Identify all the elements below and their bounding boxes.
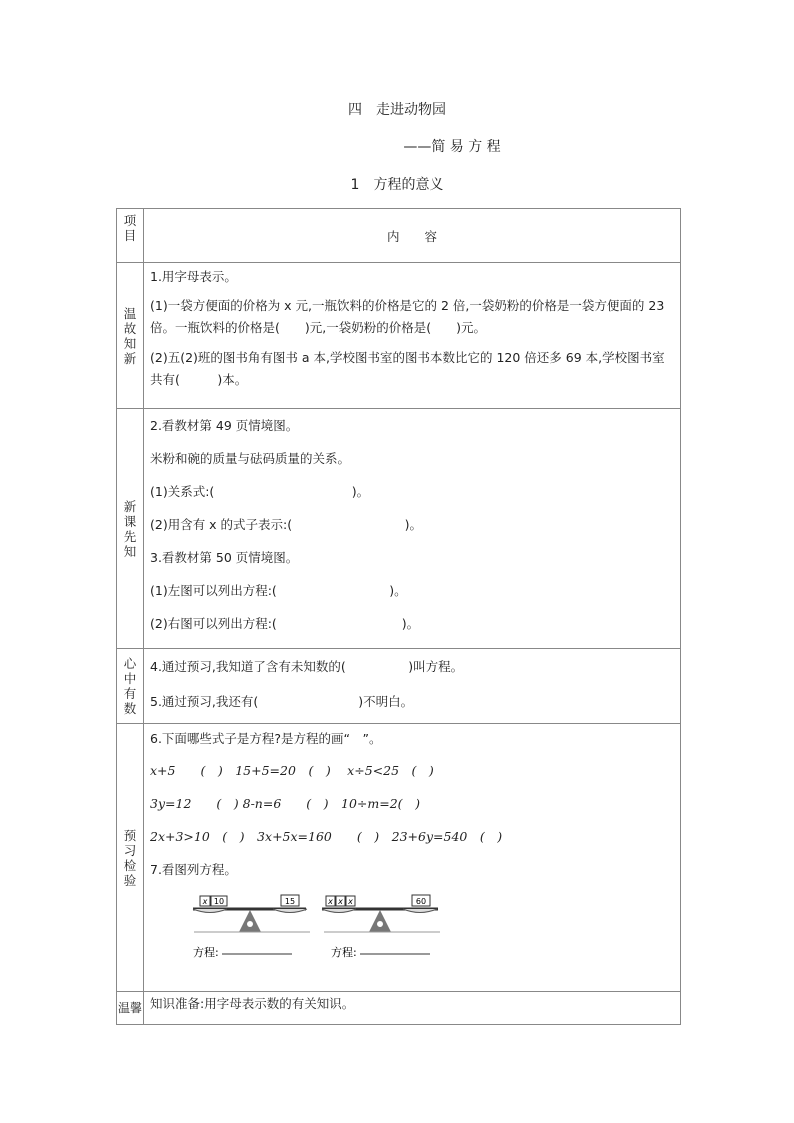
header-content-label: 内 容: [386, 228, 437, 244]
label-char: 新: [123, 498, 137, 514]
label-char: 检: [123, 857, 137, 873]
weight-label: x: [202, 897, 208, 906]
row-content: [144, 724, 681, 992]
question-4: 4.通过预习,我知道了含有未知数的( )叫方程。: [150, 659, 464, 674]
label-char: 中: [123, 671, 137, 686]
weight-label: 60: [415, 897, 427, 906]
question-1-part-1: (1)一袋方便面的价格为 x 元,一瓶饮料的价格是它的 2 倍,一袋奶粉的价格是一袋方便面的 23 倍。一瓶饮料的价格是( )元,一袋奶粉的价格是( )元。: [150, 298, 665, 335]
row-label: [117, 649, 144, 724]
header-label-cell: [117, 209, 144, 263]
worksheet-table: [116, 208, 681, 1025]
question-6: 6.下面哪些式子是方程?是方程的画“ ”。: [150, 731, 382, 746]
answer-label: 方程:: [331, 946, 357, 959]
question-6-row-2: 3y=12 ( ) 8-n=6 ( ) 10÷m=2( ): [150, 796, 420, 811]
question-6-row-3: 2x+3>10 ( ) 3x+5x=160 ( ) 23+6y=540 ( ): [150, 829, 503, 844]
question-1-part-2: (2)五(2)班的图书角有图书 a 本,学校图书室的图书本数比它的 120 倍还多 69 本,学校图书室共有( )本。: [150, 350, 665, 387]
lesson-title: 1 方程的意义: [350, 177, 444, 193]
row-content: [144, 409, 681, 649]
weight-label: x: [338, 897, 343, 906]
row-tip: [117, 992, 681, 1025]
label-char: 知: [123, 335, 137, 351]
question-3: 3.看教材第 50 页情境图。: [150, 550, 299, 565]
label-char: 温: [123, 305, 137, 321]
label-char: 验: [123, 872, 137, 888]
header-label-char: 目: [123, 228, 137, 243]
header-content-cell: [144, 209, 681, 263]
balance-scale-1: [193, 895, 310, 959]
question-3-part-2: (2)右图可以列出方程:( )。: [150, 616, 420, 631]
label-char: 温馨: [117, 1000, 142, 1015]
header-label-char: 项: [123, 213, 137, 228]
row-label: [117, 724, 144, 992]
label-char: 知: [123, 543, 137, 559]
question-6-row-1: x+5 ( ) 15+5=20 ( ) x÷5<25 ( ): [150, 763, 434, 778]
question-2: 2.看教材第 49 页情境图。: [150, 418, 299, 433]
label-char: 有: [123, 686, 137, 701]
table-header-row: [117, 209, 681, 263]
row-content: [144, 263, 681, 409]
tip-text: 知识准备:用字母表示数的有关知识。: [150, 996, 355, 1011]
weight-label: 15: [284, 897, 296, 906]
label-char: 心: [123, 656, 137, 671]
row-label: [117, 409, 144, 649]
question-2-desc: 米粉和碗的质量与砝码质量的关系。: [150, 451, 351, 466]
weight-label: x: [328, 897, 333, 906]
subtitle: ——简 易 方 程: [403, 139, 501, 155]
question-7: 7.看图列方程。: [150, 862, 237, 877]
label-char: 故: [123, 320, 137, 336]
balance-figures-svg: [150, 886, 470, 962]
question-5: 5.通过预习,我还有( )不明白。: [150, 694, 414, 709]
question-1: 1.用字母表示。: [150, 269, 237, 284]
label-char: 新: [123, 350, 137, 366]
question-2-part-1: (1)关系式:( )。: [150, 484, 370, 499]
label-char: 先: [123, 528, 137, 544]
balance-figures: [150, 886, 674, 962]
label-char: 预: [123, 827, 137, 843]
unit-title: 四 走进动物园: [348, 102, 446, 118]
row-preview: [117, 409, 681, 649]
row-content: [144, 649, 681, 724]
row-reflection: [117, 649, 681, 724]
row-content: [144, 992, 681, 1025]
row-label: [117, 992, 144, 1025]
question-2-part-2: (2)用含有 x 的式子表示:( )。: [150, 517, 423, 532]
answer-label: 方程:: [193, 946, 219, 959]
question-3-part-1: (1)左图可以列出方程:( )。: [150, 583, 407, 598]
weight-label: x: [348, 897, 353, 906]
balance-scale-2: [322, 895, 440, 959]
label-char: 数: [123, 701, 137, 716]
row-review: [117, 263, 681, 409]
label-char: 习: [123, 842, 137, 858]
weight-label: 10: [213, 897, 225, 906]
row-label: [117, 263, 144, 409]
label-char: 课: [123, 513, 137, 529]
row-check: [117, 724, 681, 992]
